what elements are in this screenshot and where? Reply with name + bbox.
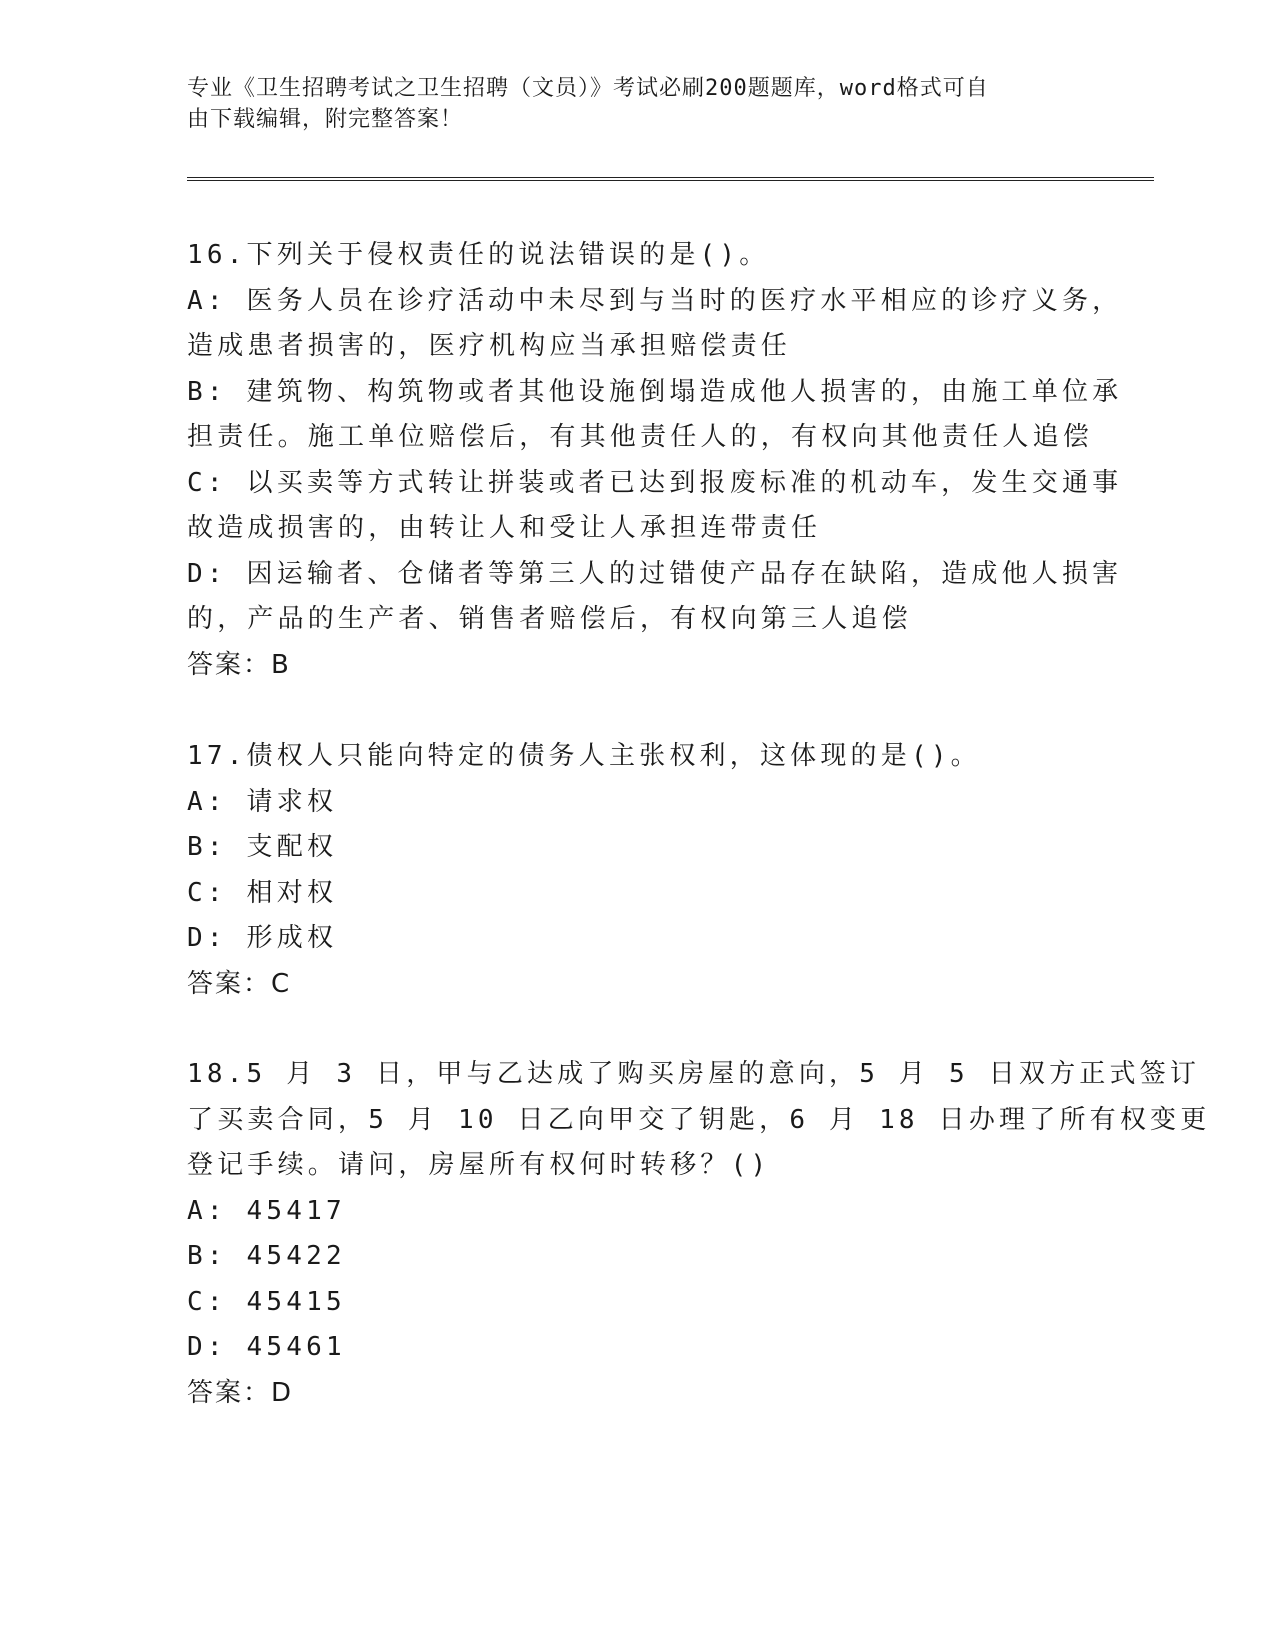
option-c: C: 45415 [187,1286,346,1317]
answer: 答案：C [187,968,292,999]
option-c-continued: 故造成损害的，由转让人和受让人承担连带责任 [187,513,822,543]
question-18 [187,1052,1211,1416]
option-d-continued: 的，产品的生产者、销售者赔偿后，有权向第三人追偿 [187,604,912,634]
option-b-continued: 担责任。施工单位赔偿后，有其他责任人的，有权向其他责任人追偿 [187,422,1094,452]
option-a-continued: 造成患者损害的，医疗机构应当承担赔偿责任 [187,331,792,361]
option-a: A: 请求权 [187,786,338,817]
answer: 答案：D [187,1377,294,1408]
answer: 答案：B [187,649,291,680]
option-d: D: 因运输者、仓储者等第三人的过错使产品存在缺陷，造成他人损害 [187,558,1123,589]
document-header [187,73,1067,135]
option-c: C: 以买卖等方式转让拼装或者已达到报废标准的机动车，发生交通事 [187,467,1123,498]
option-c: C: 相对权 [187,877,338,908]
option-b: B: 支配权 [187,832,338,862]
option-b: B: 建筑物、构筑物或者其他设施倒塌造成他人损害的，由施工单位承 [187,376,1123,407]
option-d: D: 45461 [187,1332,346,1362]
option-d: D: 形成权 [187,923,338,953]
option-b: B: 45422 [187,1241,346,1271]
option-a: A: 45417 [187,1195,346,1226]
question-stem-continued: 登记手续。请问，房屋所有权何时转移？() [187,1150,771,1180]
question-stem: 17.债权人只能向特定的债务人主张权利，这体现的是()。 [187,741,981,771]
header-line: 专业《卫生招聘考试之卫生招聘（文员）》考试必刷200题题库，word格式可自 [187,76,989,101]
question-16 [187,233,1123,688]
question-stem-continued: 了买卖合同，5 月 10 日乙向甲交了钥匙，6 月 18 日办理了所有权变更 [187,1104,1211,1135]
header-divider [187,177,1154,181]
option-a: A: 医务人员在诊疗活动中未尽到与当时的医疗水平相应的诊疗义务， [187,285,1123,316]
header-line: 由下载编辑，附完整答案！ [187,107,464,132]
question-stem: 18.5 月 3 日，甲与乙达成了购买房屋的意向，5 月 5 日双方正式签订 [187,1059,1201,1089]
question-17 [187,734,1087,1007]
question-stem: 16.下列关于侵权责任的说法错误的是()。 [187,240,770,270]
